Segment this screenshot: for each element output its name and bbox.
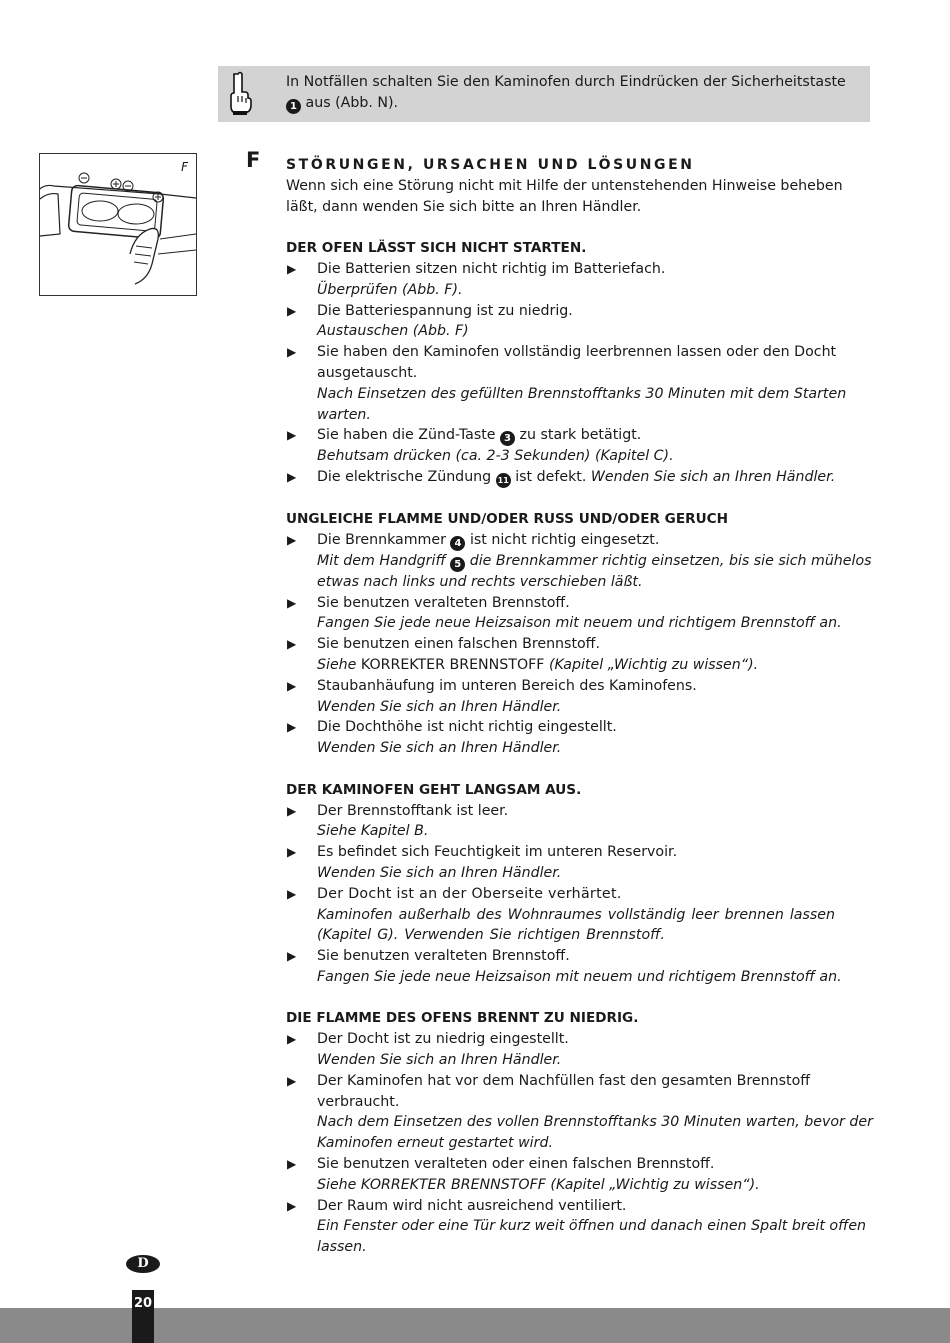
list-item: ▶ Sie haben die Zünd-Taste 3 zu stark betätigt. Behutsam drücken (ca. 2-3 Sekunden) (Kapitel C). [287, 427, 674, 465]
list-item: ▶ Der Docht ist an der Oberseite verhärtet. Kaminofen außerhalb des Wohnraumes vollständig leer brennen lassen (Kapitel G). Verwenden Sie richtigen Brennstoff. [287, 885, 836, 944]
figure-label: F [181, 160, 188, 174]
battery-compartment-drawing [40, 154, 196, 295]
list-item: ▶ Sie benutzen veralteten Brennstoff. Fangen Sie jede neue Heizsaison mit neuem und richtigem Brennstoff an. [287, 948, 842, 985]
list-item: ▶ Der Kaminofen hat vor dem Nachfüllen fast den gesamten Brennstoff verbraucht. Nach dem Einsetzen des vollen Brennstofftanks 30 Minuten warten, bevor der Kaminofen erneut gestartet wird. [287, 1072, 873, 1152]
list-item: ▶ Die Batterien sitzen nicht richtig im Batteriefach. Überprüfen (Abb. F). [287, 260, 666, 298]
list-item: ▶ Die Batteriespannung ist zu niedrig. Austauschen (Abb. F) [287, 302, 573, 340]
number-1-badge: 1 [286, 99, 301, 114]
list-item: ▶ Sie benutzen einen falschen Brennstoff. Siehe KORREKTER BRENNSTOFF (Kapitel „Wichtig zu wissen“). [287, 636, 759, 673]
language-badge: D [126, 1255, 160, 1273]
number-badge: 5 [450, 557, 465, 572]
section-letter: F [246, 148, 261, 172]
bullet-icon: ▶ [287, 1157, 297, 1172]
number-badge: 4 [450, 536, 465, 551]
bullet-icon: ▶ [287, 637, 297, 652]
bullet-icon: ▶ [287, 1198, 297, 1213]
bullet-icon: ▶ [287, 303, 297, 318]
bullet-icon: ▶ [287, 470, 297, 485]
bullet-icon: ▶ [287, 595, 297, 610]
list-item: ▶ Die elektrische Zündung 11 ist defekt. Wenden Sie sich an Ihren Händler. [286, 467, 876, 488]
bullet-icon: ▶ [287, 345, 297, 360]
list-item: ▶ Der Raum wird nicht ausreichend ventiliert. Ein Fenster oder eine Tür kurz weit öffnen und danach einen Spalt breit offen lassen. [287, 1197, 867, 1256]
group-heading: DER OFEN LÄSST SICH NICHT STARTEN. [286, 240, 587, 257]
figure-battery-illustration [39, 153, 197, 296]
list-item: ▶ Staubanhäufung im unteren Bereich des Kaminofens. Wenden Sie sich an Ihren Händler. [287, 677, 697, 715]
list-item: ▶ Der Brennstofftank ist leer. Siehe Kapitel B. [287, 802, 509, 840]
number-badge: 11 [496, 473, 511, 488]
page-number: 20 [132, 1290, 154, 1343]
group-heading: DER KAMINOFEN GEHT LANGSAM AUS. [286, 781, 582, 798]
bullet-icon: ▶ [287, 803, 297, 818]
bullet-icon: ▶ [287, 678, 297, 693]
list-item: ▶ Die Dochthöhe ist nicht richtig eingestellt. Wenden Sie sich an Ihren Händler. [287, 719, 617, 757]
bullet-icon: ▶ [287, 428, 297, 443]
bullet-icon: ▶ [287, 949, 297, 964]
number-badge: 3 [500, 431, 515, 446]
bullet-icon: ▶ [287, 720, 297, 735]
group-heading: UNGLEICHE FLAMME UND/ODER RUSS UND/ODER GERUCH [286, 510, 728, 527]
group-heading: DIE FLAMME DES OFENS BRENNT ZU NIEDRIG. [286, 1010, 639, 1027]
list-item: ▶ Die Brennkammer 4 ist nicht richtig eingesetzt. Mit dem Handgriff 5 die Brennkammer richtig einsetzen, bis sie sich mühelos etwas nach links und rechts verschieben läßt. [287, 531, 872, 590]
list-item: ▶ Es befindet sich Feuchtigkeit im unteren Reservoir. Wenden Sie sich an Ihren Händler. [287, 844, 678, 881]
list-item: ▶ Sie benutzen veralteten Brennstoff. Fangen Sie jede neue Heizsaison mit neuem und richtigem Brennstoff an. [287, 594, 842, 632]
list-item: ▶ Sie benutzen veralteten oder einen falschen Brennstoff. Siehe KORREKTER BRENNSTOFF (Kapitel „Wichtig zu wissen“). [287, 1156, 760, 1193]
bullet-icon: ▶ [287, 532, 297, 547]
bullet-icon: ▶ [287, 1032, 297, 1047]
bullet-icon: ▶ [287, 261, 297, 276]
pointing-hand-icon [226, 70, 256, 118]
section-title: STÖRUNGEN, URSACHEN UND LÖSUNGEN [286, 157, 695, 173]
warning-note [218, 66, 870, 122]
bullet-icon: ▶ [287, 886, 297, 901]
list-item: ▶ Der Docht ist zu niedrig eingestellt. Wenden Sie sich an Ihren Händler. [287, 1031, 569, 1069]
section-intro: Wenn sich eine Störung nicht mit Hilfe der untenstehenden Hinweise beheben läßt, dann wenden Sie sich bitte an Ihren Händler. [286, 177, 843, 215]
troubleshooting-content [286, 155, 876, 1258]
bullet-icon: ▶ [287, 845, 297, 860]
warning-text: In Notfällen schalten Sie den Kaminofen durch Eindrücken der Sicherheitstaste 1 aus (Abb. N). [286, 74, 846, 112]
bullet-icon: ▶ [287, 1073, 297, 1088]
list-item: ▶ Sie haben den Kaminofen vollständig leerbrennen lassen oder den Docht ausgetauscht. Nach Einsetzen des gefüllten Brennstofftanks 30 Minuten mit dem Starten warten. [287, 344, 847, 423]
